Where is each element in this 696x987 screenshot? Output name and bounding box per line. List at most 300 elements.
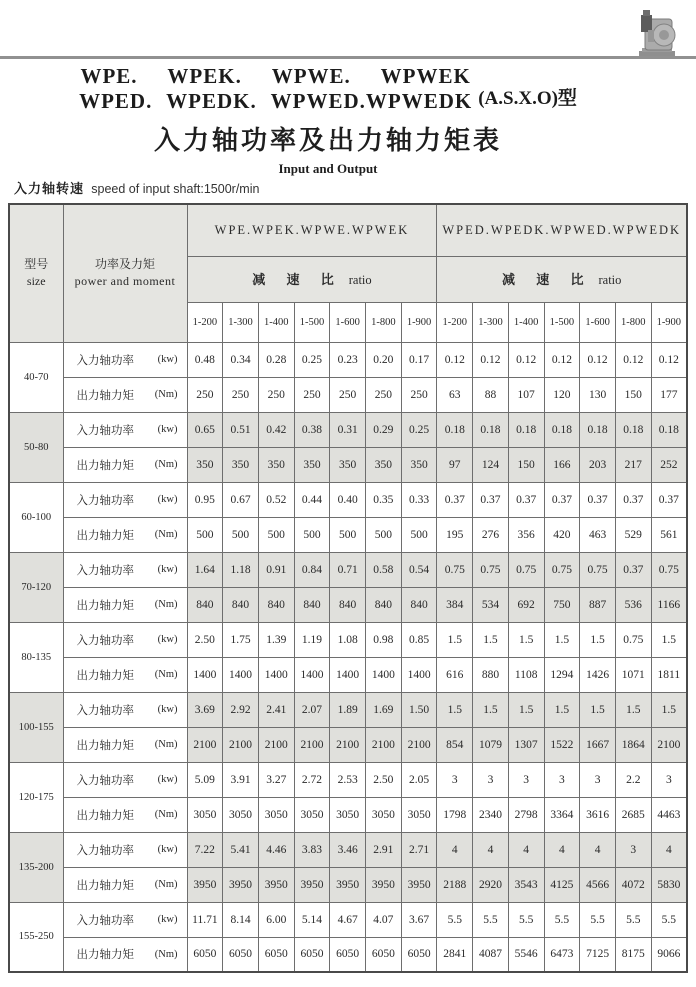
value-cell: 0.37 [651, 482, 687, 517]
value-cell: 350 [366, 447, 402, 482]
series-group1-header: WPE.WPEK.WPWE.WPWEK [187, 204, 437, 256]
size-cell: 80-135 [9, 622, 63, 692]
value-cell: 1.5 [473, 692, 509, 727]
value-cell: 8175 [615, 937, 651, 972]
value-cell: 150 [508, 447, 544, 482]
value-cell: 2100 [651, 727, 687, 762]
value-cell: 2100 [187, 727, 223, 762]
value-cell: 1.69 [366, 692, 402, 727]
page-title-cn: 入力轴功率及出力轴力矩表 [153, 126, 502, 155]
value-cell: 250 [294, 377, 330, 412]
table-row [9, 412, 687, 447]
value-cell: 0.18 [615, 412, 651, 447]
input-power-label [63, 412, 187, 447]
value-cell: 63 [437, 377, 473, 412]
value-cell: 1798 [437, 797, 473, 832]
value-cell: 500 [401, 517, 437, 552]
value-cell: 1.18 [223, 552, 259, 587]
value-cell: 350 [401, 447, 437, 482]
value-cell: 5.5 [651, 902, 687, 937]
value-cell: 350 [258, 447, 294, 482]
value-cell: 7.22 [187, 832, 223, 867]
output-torque-label-unit: (Nm) [154, 948, 178, 960]
output-torque-label-text: 出力轴力矩 [76, 529, 134, 542]
table-row [9, 902, 687, 937]
value-cell: 0.18 [437, 412, 473, 447]
value-cell: 534 [473, 587, 509, 622]
value-cell: 0.37 [473, 482, 509, 517]
value-cell: 2.05 [401, 762, 437, 797]
value-cell: 0.84 [294, 552, 330, 587]
ratio-column-header: 1-300 [473, 302, 509, 342]
value-cell: 2340 [473, 797, 509, 832]
value-cell: 0.37 [508, 482, 544, 517]
value-cell: 250 [223, 377, 259, 412]
value-cell: 1166 [651, 587, 687, 622]
output-torque-label-unit: (Nm) [154, 809, 178, 820]
value-cell: 3.91 [223, 762, 259, 797]
value-cell: 195 [437, 517, 473, 552]
value-cell: 3950 [366, 867, 402, 902]
value-cell: 3.46 [330, 832, 366, 867]
value-cell: 2100 [258, 727, 294, 762]
value-cell: 250 [330, 377, 366, 412]
value-cell: 2100 [294, 727, 330, 762]
value-cell: 500 [366, 517, 402, 552]
value-cell: 1.64 [187, 552, 223, 587]
ratio-column-header: 1-400 [258, 302, 294, 342]
value-cell: 0.75 [615, 622, 651, 657]
value-cell: 250 [258, 377, 294, 412]
value-cell: 0.18 [651, 412, 687, 447]
value-cell: 2.53 [330, 762, 366, 797]
output-torque-label-text: 出力轴力矩 [76, 459, 134, 472]
value-cell: 0.37 [615, 552, 651, 587]
value-cell: 5.5 [615, 902, 651, 937]
value-cell: 150 [615, 377, 651, 412]
value-cell: 1.5 [580, 692, 616, 727]
output-torque-label-text: 出力轴力矩 [76, 949, 134, 962]
value-cell: 1400 [187, 657, 223, 692]
value-cell: 561 [651, 517, 687, 552]
value-cell: 2100 [401, 727, 437, 762]
value-cell: 5.41 [223, 832, 259, 867]
value-cell: 0.67 [223, 482, 259, 517]
output-torque-label [63, 867, 187, 902]
input-speed-note-en: speed of input shaft:1500r/min [91, 182, 260, 196]
value-cell: 1.5 [473, 622, 509, 657]
value-cell: 3950 [258, 867, 294, 902]
input-power-label-text: 入力轴功率 [76, 354, 134, 367]
value-cell: 840 [294, 587, 330, 622]
value-cell: 500 [258, 517, 294, 552]
input-power-label-text: 入力轴功率 [76, 634, 134, 647]
ratio-column-header: 1-900 [651, 302, 687, 342]
value-cell: 2.91 [366, 832, 402, 867]
value-cell: 6050 [366, 937, 402, 972]
value-cell: 250 [187, 377, 223, 412]
table-row [9, 517, 687, 552]
value-cell: 0.71 [330, 552, 366, 587]
value-cell: 0.25 [294, 342, 330, 377]
value-cell: 3 [544, 762, 580, 797]
value-cell: 463 [580, 517, 616, 552]
value-cell: 88 [473, 377, 509, 412]
value-cell: 1.50 [401, 692, 437, 727]
size-cell: 70-120 [9, 552, 63, 622]
value-cell: 0.37 [580, 482, 616, 517]
value-cell: 0.52 [258, 482, 294, 517]
value-cell: 350 [294, 447, 330, 482]
value-cell: 3050 [330, 797, 366, 832]
table-row [9, 342, 687, 377]
value-cell: 0.20 [366, 342, 402, 377]
value-cell: 1811 [651, 657, 687, 692]
value-cell: 120 [544, 377, 580, 412]
value-cell: 1.5 [651, 622, 687, 657]
value-cell: 4 [651, 832, 687, 867]
value-cell: 6473 [544, 937, 580, 972]
output-torque-label [63, 727, 187, 762]
value-cell: 0.12 [544, 342, 580, 377]
value-cell: 1.5 [615, 692, 651, 727]
value-cell: 0.12 [473, 342, 509, 377]
ratio-column-header: 1-200 [187, 302, 223, 342]
value-cell: 1.19 [294, 622, 330, 657]
input-power-label-unit: (kw) [157, 564, 178, 575]
value-cell: 4463 [651, 797, 687, 832]
value-cell: 3050 [187, 797, 223, 832]
value-cell: 0.58 [366, 552, 402, 587]
value-cell: 529 [615, 517, 651, 552]
value-cell: 0.18 [580, 412, 616, 447]
output-torque-label-unit: (Nm) [154, 599, 178, 610]
output-torque-label-unit: (Nm) [154, 879, 178, 890]
value-cell: 5.09 [187, 762, 223, 797]
value-cell: 2685 [615, 797, 651, 832]
output-torque-label-text: 出力轴力矩 [76, 599, 134, 612]
input-power-label-unit: (kw) [157, 494, 178, 505]
value-cell: 1.5 [508, 622, 544, 657]
value-cell: 250 [401, 377, 437, 412]
power-torque-table [8, 203, 688, 973]
value-cell: 3 [437, 762, 473, 797]
value-cell: 1400 [366, 657, 402, 692]
value-cell: 3.69 [187, 692, 223, 727]
table-row [9, 552, 687, 587]
output-torque-label [63, 447, 187, 482]
value-cell: 880 [473, 657, 509, 692]
value-cell: 276 [473, 517, 509, 552]
value-cell: 1.89 [330, 692, 366, 727]
value-cell: 3050 [366, 797, 402, 832]
value-cell: 0.54 [401, 552, 437, 587]
value-cell: 4.46 [258, 832, 294, 867]
value-cell: 6050 [294, 937, 330, 972]
value-cell: 6050 [401, 937, 437, 972]
value-cell: 177 [651, 377, 687, 412]
output-torque-label-text: 出力轴力矩 [76, 389, 134, 402]
output-torque-label [63, 377, 187, 412]
value-cell: 1.5 [651, 692, 687, 727]
value-cell: 3543 [508, 867, 544, 902]
table-row [9, 867, 687, 902]
output-torque-label-unit: (Nm) [154, 529, 178, 540]
ratio-column-header: 1-500 [294, 302, 330, 342]
value-cell: 3050 [258, 797, 294, 832]
value-cell: 0.51 [223, 412, 259, 447]
value-cell: 3950 [330, 867, 366, 902]
value-cell: 1.08 [330, 622, 366, 657]
value-cell: 0.75 [544, 552, 580, 587]
value-cell: 107 [508, 377, 544, 412]
size-cell: 120-175 [9, 762, 63, 832]
ratio-header-cn: 减 速 比 [252, 272, 343, 287]
input-power-label [63, 902, 187, 937]
output-torque-label [63, 937, 187, 972]
table-row [9, 657, 687, 692]
input-speed-note [14, 178, 259, 197]
power-moment-header-en: power and moment [74, 274, 176, 289]
table-row [9, 377, 687, 412]
input-power-label-text: 入力轴功率 [76, 774, 134, 787]
value-cell: 3.27 [258, 762, 294, 797]
table-row [9, 797, 687, 832]
ratio-column-header: 1-200 [437, 302, 473, 342]
value-cell: 2100 [223, 727, 259, 762]
ratio-column-header: 1-300 [223, 302, 259, 342]
table-row [9, 727, 687, 762]
value-cell: 3 [651, 762, 687, 797]
input-power-label-unit: (kw) [157, 424, 178, 435]
table-row [9, 482, 687, 517]
value-cell: 6.00 [258, 902, 294, 937]
value-cell: 692 [508, 587, 544, 622]
value-cell: 3050 [223, 797, 259, 832]
value-cell: 0.12 [508, 342, 544, 377]
value-cell: 2100 [330, 727, 366, 762]
value-cell: 840 [223, 587, 259, 622]
value-cell: 1.5 [508, 692, 544, 727]
output-torque-label-text: 出力轴力矩 [76, 739, 134, 752]
model-series-names [79, 64, 472, 114]
value-cell: 3 [580, 762, 616, 797]
value-cell: 5.5 [437, 902, 473, 937]
value-cell: 0.75 [437, 552, 473, 587]
value-cell: 4 [580, 832, 616, 867]
value-cell: 420 [544, 517, 580, 552]
value-cell: 0.42 [258, 412, 294, 447]
value-cell: 0.18 [473, 412, 509, 447]
value-cell: 0.12 [437, 342, 473, 377]
value-cell: 0.35 [366, 482, 402, 517]
value-cell: 4087 [473, 937, 509, 972]
size-column-header [9, 204, 63, 342]
value-cell: 0.98 [366, 622, 402, 657]
table-row [9, 937, 687, 972]
value-cell: 2920 [473, 867, 509, 902]
value-cell: 3050 [401, 797, 437, 832]
value-cell: 2841 [437, 937, 473, 972]
ratio-header-en: ratio [348, 273, 372, 287]
value-cell: 3 [615, 832, 651, 867]
value-cell: 4566 [580, 867, 616, 902]
value-cell: 4 [544, 832, 580, 867]
value-cell: 203 [580, 447, 616, 482]
ratio-header-group2 [437, 256, 687, 302]
page-title-en: Input and Output [278, 161, 378, 176]
type-suffix: (A.S.X.O)型 [478, 87, 577, 109]
model-series-line2: WPED. WPEDK. WPWED.WPWEDK [79, 89, 473, 113]
input-power-label [63, 622, 187, 657]
value-cell: 0.33 [401, 482, 437, 517]
value-cell: 0.75 [473, 552, 509, 587]
table-row [9, 832, 687, 867]
value-cell: 1108 [508, 657, 544, 692]
value-cell: 97 [437, 447, 473, 482]
output-torque-label-text: 出力轴力矩 [76, 669, 134, 682]
value-cell: 356 [508, 517, 544, 552]
value-cell: 2.2 [615, 762, 651, 797]
input-power-label-unit: (kw) [157, 844, 178, 855]
table-row [9, 447, 687, 482]
value-cell: 2.07 [294, 692, 330, 727]
value-cell: 3950 [401, 867, 437, 902]
input-power-label-text: 入力轴功率 [76, 914, 134, 927]
value-cell: 840 [366, 587, 402, 622]
value-cell: 8.14 [223, 902, 259, 937]
value-cell: 3950 [187, 867, 223, 902]
value-cell: 1.5 [544, 622, 580, 657]
ratio-column-header: 1-600 [330, 302, 366, 342]
value-cell: 217 [615, 447, 651, 482]
value-cell: 500 [223, 517, 259, 552]
table-row [9, 692, 687, 727]
value-cell: 1307 [508, 727, 544, 762]
value-cell: 750 [544, 587, 580, 622]
output-torque-label-unit: (Nm) [154, 459, 178, 470]
input-power-label-unit: (kw) [157, 704, 178, 715]
value-cell: 1400 [294, 657, 330, 692]
size-cell: 100-155 [9, 692, 63, 762]
value-cell: 0.44 [294, 482, 330, 517]
output-torque-label [63, 797, 187, 832]
value-cell: 500 [187, 517, 223, 552]
value-cell: 250 [366, 377, 402, 412]
value-cell: 500 [330, 517, 366, 552]
output-torque-label [63, 517, 187, 552]
value-cell: 2.72 [294, 762, 330, 797]
value-cell: 5830 [651, 867, 687, 902]
value-cell: 2.92 [223, 692, 259, 727]
model-series-line1: WPE. WPEK. WPWE. WPWEK [80, 64, 471, 88]
value-cell: 4072 [615, 867, 651, 902]
value-cell: 6050 [187, 937, 223, 972]
value-cell: 2.50 [366, 762, 402, 797]
value-cell: 1864 [615, 727, 651, 762]
input-power-label-unit: (kw) [157, 354, 178, 365]
ratio-header-en: ratio [598, 273, 622, 287]
value-cell: 536 [615, 587, 651, 622]
value-cell: 5.5 [508, 902, 544, 937]
ratio-column-header: 1-900 [401, 302, 437, 342]
value-cell: 4 [437, 832, 473, 867]
value-cell: 1667 [580, 727, 616, 762]
value-cell: 854 [437, 727, 473, 762]
value-cell: 0.31 [330, 412, 366, 447]
value-cell: 0.95 [187, 482, 223, 517]
value-cell: 4125 [544, 867, 580, 902]
value-cell: 840 [330, 587, 366, 622]
value-cell: 4 [508, 832, 544, 867]
value-cell: 0.75 [508, 552, 544, 587]
value-cell: 0.12 [651, 342, 687, 377]
size-cell: 60-100 [9, 482, 63, 552]
size-cell: 135-200 [9, 832, 63, 902]
input-speed-note-cn: 入力轴转速 [14, 181, 85, 196]
value-cell: 5.5 [544, 902, 580, 937]
value-cell: 1.5 [580, 622, 616, 657]
value-cell: 0.91 [258, 552, 294, 587]
input-power-label [63, 482, 187, 517]
value-cell: 166 [544, 447, 580, 482]
value-cell: 7125 [580, 937, 616, 972]
value-cell: 6050 [223, 937, 259, 972]
input-power-label-unit: (kw) [157, 634, 178, 645]
value-cell: 840 [187, 587, 223, 622]
value-cell: 0.75 [651, 552, 687, 587]
value-cell: 3950 [294, 867, 330, 902]
value-cell: 1.5 [437, 622, 473, 657]
value-cell: 5546 [508, 937, 544, 972]
value-cell: 2100 [366, 727, 402, 762]
output-torque-label [63, 587, 187, 622]
value-cell: 0.40 [330, 482, 366, 517]
value-cell: 2798 [508, 797, 544, 832]
size-cell: 155-250 [9, 902, 63, 972]
value-cell: 252 [651, 447, 687, 482]
value-cell: 500 [294, 517, 330, 552]
input-power-label [63, 762, 187, 797]
value-cell: 0.38 [294, 412, 330, 447]
value-cell: 2.71 [401, 832, 437, 867]
value-cell: 3616 [580, 797, 616, 832]
size-cell: 50-80 [9, 412, 63, 482]
value-cell: 0.25 [401, 412, 437, 447]
value-cell: 0.37 [437, 482, 473, 517]
value-cell: 130 [580, 377, 616, 412]
value-cell: 1.75 [223, 622, 259, 657]
output-torque-label [63, 657, 187, 692]
value-cell: 350 [187, 447, 223, 482]
ratio-column-header: 1-400 [508, 302, 544, 342]
output-torque-label-unit: (Nm) [154, 669, 178, 680]
ratio-column-header: 1-600 [580, 302, 616, 342]
value-cell: 2.41 [258, 692, 294, 727]
input-power-label-unit: (kw) [157, 914, 178, 925]
input-power-label-text: 入力轴功率 [76, 494, 134, 507]
title-block [0, 64, 656, 177]
power-moment-header-cn: 功率及力矩 [94, 257, 155, 272]
value-cell: 1.5 [544, 692, 580, 727]
series-group2-header: WPED.WPEDK.WPWED.WPWEDK [437, 204, 687, 256]
input-power-label [63, 342, 187, 377]
size-column-header-cn: 型号 [24, 257, 49, 272]
value-cell: 1071 [615, 657, 651, 692]
power-moment-column-header [63, 204, 187, 342]
ratio-column-header: 1-800 [615, 302, 651, 342]
value-cell: 4 [473, 832, 509, 867]
